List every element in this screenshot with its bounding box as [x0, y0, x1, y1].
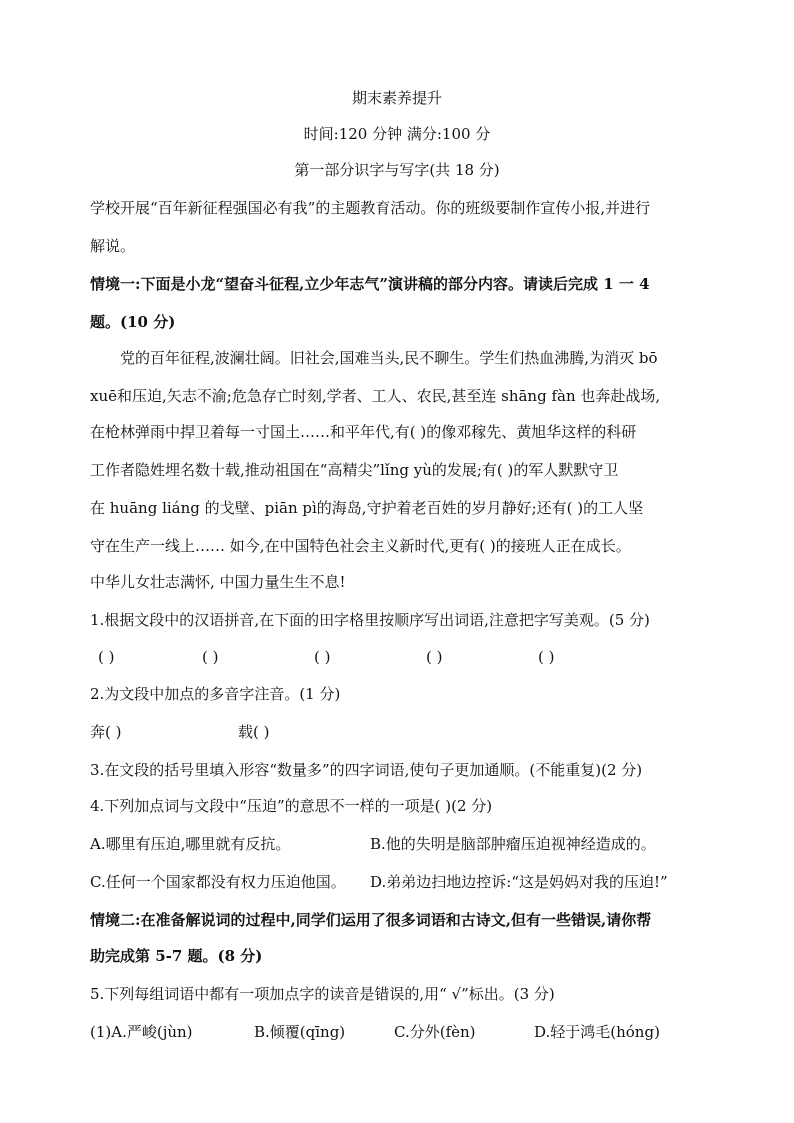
answer-blank[interactable]: ( )	[538, 648, 555, 666]
question-4: 4.下列加点词与文段中“压迫”的意思不一样的一项是( )(2 分)	[90, 797, 493, 815]
scenario-2-line-1: 情境二:在准备解说词的过程中,同学们运用了很多词语和古诗文,但有一些错误,请你帮	[90, 911, 652, 929]
q2-blank-b[interactable]: ( )	[253, 723, 270, 741]
scenario-1-line-2: 题。(10 分)	[90, 313, 176, 331]
q2-blank-a[interactable]: ( )	[105, 723, 122, 741]
answer-blank[interactable]: ( )	[426, 648, 443, 666]
q2-char-b: 载	[238, 723, 254, 741]
answer-blank[interactable]: ( )	[314, 648, 331, 666]
q5-option-d: D.轻于鸿毛(hóng)	[534, 1023, 660, 1041]
q5-option-b: B.倾覆(qīng)	[254, 1023, 346, 1041]
answer-blank[interactable]: ( )	[98, 648, 115, 666]
q5-option-c: C.分外(fèn)	[394, 1023, 476, 1041]
page-title: 期末素养提升	[351, 89, 442, 107]
exam-meta: 时间:120 分钟 满分:100 分	[303, 125, 491, 143]
passage-line: 在 huāng liáng 的戈壁、piān pì的海岛,守护着老百姓的岁月静好;还有( )的工人坚	[90, 499, 644, 517]
passage-line: 中华儿女壮志满怀, 中国力量生生不息!	[90, 573, 346, 591]
q2-char-a: 奔	[90, 723, 106, 741]
passage-line: 守在生产一线上…… 如今,在中国特色社会主义新时代,更有( )的接班人正在成长。	[90, 537, 631, 555]
question-3: 3.在文段的括号里填入形容“数量多”的四字词语,使句子更加通顺。(不能重复)(2 分)	[90, 761, 643, 779]
q4-option-b: B.他的失明是脑部肿瘤压迫视神经造成的。	[370, 835, 656, 853]
answer-blank[interactable]: ( )	[202, 648, 219, 666]
q4-option-a: A.哪里有压迫,哪里就有反抗。	[90, 835, 291, 853]
q2-answer-a	[90, 722, 122, 742]
question-5: 5.下列每组词语中都有一项加点字的读音是错误的,用“ √”标出。(3 分)	[90, 985, 555, 1003]
q2-answer-b	[238, 722, 270, 742]
intro-line-2: 解说。	[90, 237, 136, 255]
q4-option-c: C.任何一个国家都没有权力压迫他国。	[90, 873, 346, 891]
passage-line: xuē和压迫,矢志不渝;危急存亡时刻,学者、工人、农民,甚至连 shāng fàn 也奔赴战场,	[90, 387, 661, 405]
q4-option-d: D.弟弟边扫地边控诉:“这是妈妈对我的压迫!”	[370, 873, 668, 891]
scenario-1-line-1: 情境一:下面是小龙“望奋斗征程,立少年志气”演讲稿的部分内容。请读后完成 1 一 4	[90, 275, 650, 293]
passage-line: 党的百年征程,波澜壮阔。旧社会,国难当头,民不聊生。学生们热血沸腾,为消灭 bō	[120, 349, 658, 367]
question-2: 2.为文段中加点的多音字注音。(1 分)	[90, 685, 341, 703]
passage-line: 在枪林弹雨中捍卫着每一寸国土……和平年代,有( )的像邓稼先、黄旭华这样的科研	[90, 423, 637, 441]
q5-option-a: (1)A.严峻(jùn)	[90, 1023, 193, 1041]
question-1: 1.根据文段中的汉语拼音,在下面的田字格里按顺序写出词语,注意把字写美观。(5 分)	[90, 611, 650, 629]
intro-line-1: 学校开展“百年新征程强国必有我”的主题教育活动。你的班级要制作宣传小报,并进行	[90, 199, 651, 217]
scenario-2-line-2: 助完成第 5-7 题。(8 分)	[90, 947, 263, 965]
passage-line: 工作者隐姓埋名数十载,推动祖国在“高精尖”lǐng yù的发展;有( )的军人默默守卫	[90, 461, 619, 479]
section-heading: 第一部分识字与写字(共 18 分)	[294, 161, 500, 179]
